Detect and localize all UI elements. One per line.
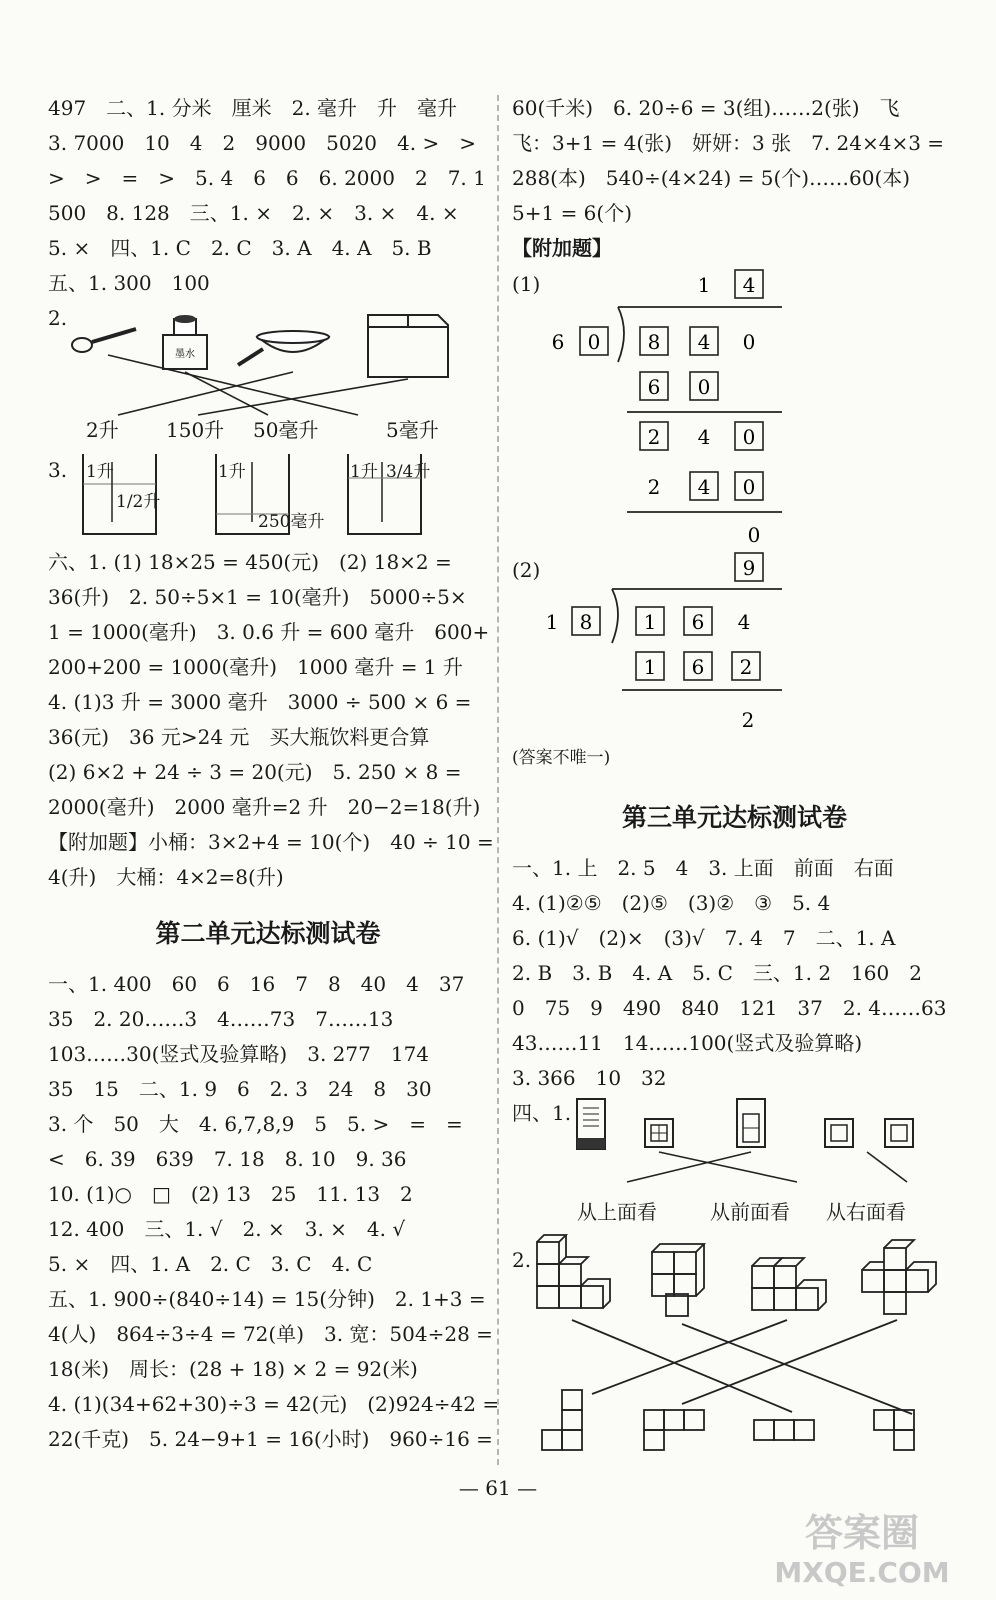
answer-line: 36(元) 36 元>24 元 买大瓶饮料更合算	[48, 725, 430, 749]
view-shape-icon	[737, 1099, 765, 1147]
column-divider	[497, 95, 499, 1465]
answer-line: 60(千米) 6. 20÷6 = 3(组)……2(张) 飞	[512, 96, 900, 120]
view-shape-icon	[754, 1420, 814, 1440]
view-shape-icon	[645, 1119, 673, 1147]
dividend-digit: 0	[742, 330, 756, 354]
section-title: 第三单元达标测试卷	[621, 803, 847, 832]
division-label: (1)	[512, 272, 541, 296]
stack-icon	[577, 1099, 605, 1149]
dividend-digit: 8	[647, 330, 661, 354]
product-digit: 6	[647, 375, 661, 399]
beaker-label: 1升	[350, 462, 378, 482]
answer-line: 2.	[48, 306, 68, 330]
product-digit: 0	[742, 475, 756, 499]
note: (答案不唯一)	[512, 748, 611, 768]
ink-bottle-icon	[163, 315, 207, 369]
long-division-2	[532, 547, 802, 747]
answer-line: 六、1. (1) 18×25 = 450(元) (2) 18×2 =	[48, 550, 452, 574]
dividend-digit: 1	[643, 610, 657, 634]
answer-line: 4(人) 864÷3÷4 = 72(单) 3. 宽：504÷28 =	[48, 1322, 493, 1346]
remainder-digit: 0	[742, 425, 756, 449]
section-title: 第二单元达标测试卷	[155, 919, 381, 948]
views-matching-figure	[567, 1094, 962, 1194]
view-shape-icon	[825, 1119, 913, 1147]
answer-line: 一、1. 上 2. 5 4 3. 上面 前面 右面	[512, 856, 894, 880]
cubes-matching-figure	[532, 1232, 952, 1457]
answer-line: 3. 7000 10 4 2 9000 5020 4. > >	[48, 131, 476, 155]
product-digit: 2	[647, 475, 661, 499]
quotient-digit: 4	[742, 273, 756, 297]
answer-line: 飞：3+1 = 4(张) 妍妍：3 张 7. 24×4×3 =	[512, 131, 945, 155]
divisor-digit: 6	[551, 330, 565, 354]
answer-line: 22(千克) 5. 24−9+1 = 16(小时) 960÷16 =	[48, 1427, 493, 1451]
match-line	[185, 372, 268, 415]
division-label: (2)	[512, 558, 541, 582]
answer-line: 500 8. 128 三、1. × 2. × 3. × 4. ×	[48, 201, 459, 225]
answer-line: 4. (1)②⑤ (2)⑤ (3)② ③ 5. 4	[512, 891, 831, 915]
product-digit: 1	[643, 655, 657, 679]
answer-line: 288(本) 540÷(4×24) = 5(个)……60(本)	[512, 166, 911, 190]
answer-line: 103……30(竖式及验算略) 3. 277 174	[48, 1042, 430, 1066]
product-digit: 0	[697, 375, 711, 399]
answer-line: 18(米) 周长：(28 + 18) × 2 = 92(米)	[48, 1357, 418, 1381]
answer-line: (2) 6×2 + 24 ÷ 3 = 20(元) 5. 250 × 8 =	[48, 760, 462, 784]
bonus-heading: 【附加题】	[512, 236, 612, 260]
answer-line: 3. 个 50 大 4. 6,7,8,9 5 5. > = =	[48, 1112, 463, 1136]
answer-line: 4. (1)3 升 = 3000 毫升 3000 ÷ 500 × 6 =	[48, 690, 472, 714]
volume-label: 5毫升	[386, 418, 439, 442]
answer-line: 35 2. 20……3 4……73 7……13	[48, 1007, 394, 1031]
cube-stack-icon	[752, 1258, 826, 1310]
volume-label: 150升	[166, 418, 225, 442]
final-remainder: 2	[741, 708, 755, 732]
beaker-label: 3/4升	[386, 462, 431, 482]
product-digit: 4	[697, 475, 711, 499]
answer-line: 2000(毫升) 2000 毫升=2 升 20−2=18(升)	[48, 795, 481, 819]
beaker-label: 1升	[218, 462, 246, 482]
answer-line: 3. 366 10 32	[512, 1066, 667, 1090]
answer-line: 5+1 = 6(个)	[512, 201, 633, 225]
watermark-logo	[752, 1500, 972, 1590]
match-line	[108, 355, 358, 415]
match-line	[682, 1320, 897, 1404]
answer-line: 五、1. 300 100	[48, 271, 210, 295]
beaker-label: 1/2升	[116, 492, 161, 512]
answer-line: 497 二、1. 分米 厘米 2. 毫升 升 毫升	[48, 96, 458, 120]
match-line	[682, 1324, 912, 1414]
question-number: 四、1.	[512, 1101, 572, 1125]
answer-line: 36(升) 2. 50÷5×1 = 10(毫升) 5000÷5×	[48, 585, 467, 609]
answer-line: 4. (1)(34+62+30)÷3 = 42(元) (2)924÷42 =	[48, 1392, 500, 1416]
cube-stack-icon	[862, 1240, 936, 1314]
answer-line: 4(升) 大桶：4×2=8(升)	[48, 865, 284, 889]
quotient-digit: 1	[697, 273, 711, 297]
view-label: 从上面看	[577, 1200, 657, 1224]
quotient-digit: 9	[742, 556, 756, 580]
cube-stack-icon	[652, 1244, 704, 1316]
water-tank-icon	[368, 315, 448, 377]
product-digit: 2	[739, 655, 753, 679]
match-line	[572, 1320, 792, 1412]
view-shape-icon	[874, 1410, 914, 1450]
answer-line: 35 15 二、1. 9 6 2. 3 24 8 30	[48, 1077, 432, 1101]
answer-line: 6. (1)√ (2)× (3)√ 7. 4 7 二、1. A	[512, 926, 896, 950]
dividend-digit: 4	[697, 330, 711, 354]
answer-line: 一、1. 400 60 6 16 7 8 40 4 37	[48, 972, 465, 996]
match-line	[867, 1152, 907, 1182]
answer-line: 5. × 四、1. A 2. C 3. C 4. C	[48, 1252, 373, 1276]
remainder-digit: 2	[647, 425, 661, 449]
view-shape-icon	[644, 1410, 704, 1450]
answer-line: > > = > 5. 4 6 6 6. 2000 2 7. 1	[48, 166, 486, 190]
answer-line: 1 = 1000(毫升) 3. 0.6 升 = 600 毫升 600+	[48, 620, 490, 644]
ink-label: 墨水	[175, 349, 195, 360]
final-remainder: 0	[747, 523, 761, 547]
volume-label: 50毫升	[253, 418, 319, 442]
match-line	[627, 1152, 751, 1182]
view-shape-icon	[542, 1390, 582, 1450]
answer-line: 43……11 14……100(竖式及验算略)	[512, 1031, 863, 1055]
answer-line: 200+200 = 1000(毫升) 1000 毫升 = 1 升	[48, 655, 463, 679]
question-number: 2.	[512, 1248, 532, 1272]
divisor-digit: 0	[587, 330, 601, 354]
svg-text:答案圈: 答案圈	[804, 1511, 920, 1555]
product-digit: 6	[691, 655, 705, 679]
match-line	[659, 1152, 797, 1182]
spoon-icon	[72, 329, 136, 352]
answer-line: 5. × 四、1. C 2. C 3. A 4. A 5. B	[48, 236, 432, 260]
beaker-label: 250毫升	[258, 512, 325, 532]
answer-line: 【附加题】小桶：3×2+4 = 10(个) 40 ÷ 10 =	[48, 830, 494, 854]
volume-label: 2升	[86, 418, 119, 442]
dividend-digit: 4	[737, 610, 751, 634]
answer-line: 2. B 3. B 4. A 5. C 三、1. 2 160 2	[512, 961, 922, 985]
svg-text:MXQE.COM: MXQE.COM	[774, 1556, 950, 1589]
page-number: — 61 —	[458, 1476, 538, 1500]
answer-line: 10. (1)○ □ (2) 13 25 11. 13 2	[48, 1182, 413, 1206]
view-label: 从前面看	[710, 1200, 790, 1224]
remainder-digit: 4	[697, 425, 711, 449]
answer-line: < 6. 39 639 7. 18 8. 10 9. 36	[48, 1147, 407, 1171]
beaker-label: 1升	[86, 462, 114, 482]
answer-line: 0 75 9 490 840 121 37 2. 4……63	[512, 996, 947, 1020]
divisor-digit: 1	[545, 610, 559, 634]
question-number: 3.	[48, 458, 68, 482]
pot-icon	[238, 331, 329, 365]
long-division-1	[532, 262, 802, 552]
cube-stack-icon	[537, 1235, 610, 1308]
divisor-digit: 8	[579, 610, 593, 634]
dividend-digit: 6	[691, 610, 705, 634]
answer-line: 12. 400 三、1. √ 2. × 3. × 4. √	[48, 1217, 406, 1241]
view-label: 从右面看	[826, 1200, 906, 1224]
answer-line: 五、1. 900÷(840÷14) = 15(分钟) 2. 1+3 =	[48, 1287, 486, 1311]
match-line	[592, 1320, 787, 1394]
